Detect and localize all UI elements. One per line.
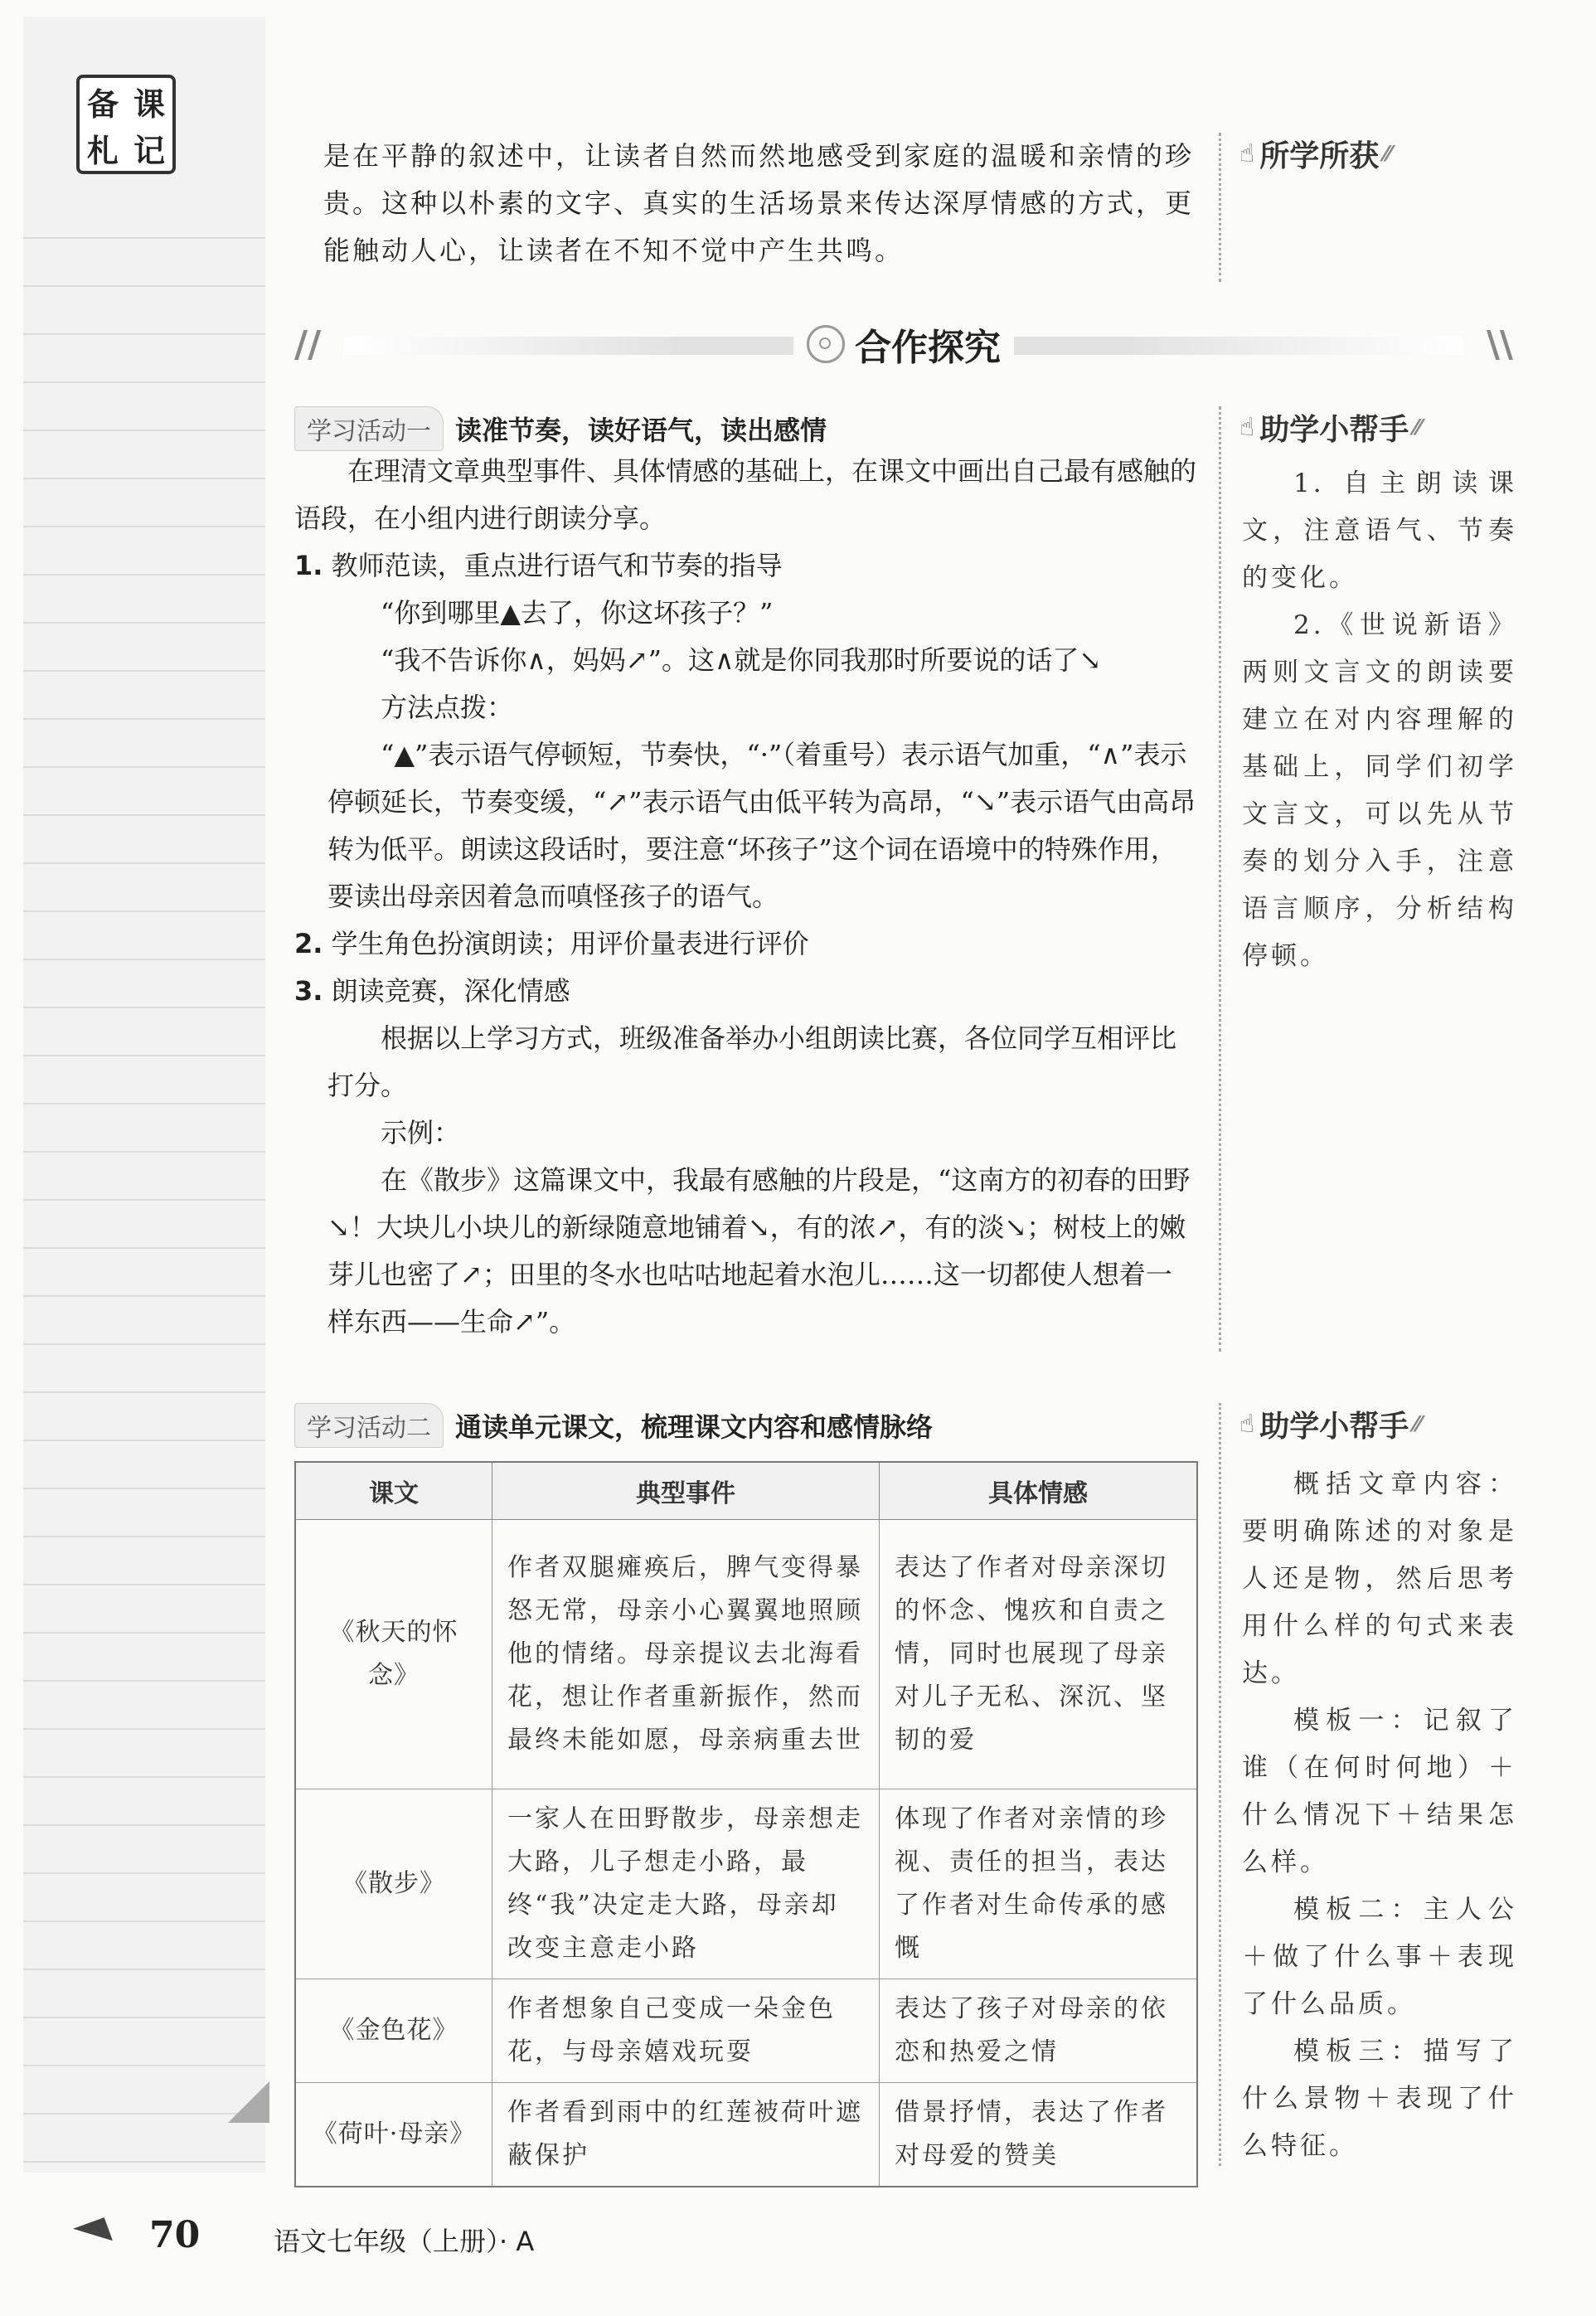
activity-title: 通读单元课文，梳理课文内容和感情脉络 xyxy=(455,1411,934,1443)
book-title: 语文七年级（上册）· A xyxy=(274,2226,535,2257)
intro-line: 贵。这种以朴素的文字、真实的生活场景来传达深厚情感的方式，更 xyxy=(323,187,1195,219)
thumb-icon: ☝ xyxy=(1239,139,1255,168)
intro-paragraph xyxy=(323,133,1202,274)
activity-label: 学习活动一 xyxy=(294,406,444,451)
activity1-body xyxy=(294,448,1198,1346)
side-title-helper-2 xyxy=(1239,1403,1421,1445)
table-header: 具体情感 xyxy=(880,1462,1198,1520)
quote-line: “你到哪里▲去了，你这坏孩子？” xyxy=(381,597,774,629)
side-helper-text-2 xyxy=(1242,1461,1517,2170)
table-row xyxy=(295,1520,1197,1789)
activity-title: 读准节奏，读好语气，读出感情 xyxy=(455,415,827,446)
example-label: 示例： xyxy=(381,1117,461,1148)
thumb-icon: ☝ xyxy=(1239,1410,1255,1439)
intro-line: 能触动人心，让读者在不知不觉中产生共鸣。 xyxy=(323,235,905,266)
slash-decor-icon: \\ xyxy=(1486,323,1513,366)
intro-line: 是在平静的叙述中，让读者自然而然地感受到家庭的温暖和亲情的珍 xyxy=(323,140,1195,172)
step3-text: 根据以上学习方式，班级准备举办小组朗读比赛，各位同学互相评比打分。 xyxy=(327,1022,1177,1101)
slash-decor-icon: // xyxy=(294,323,322,366)
notes-margin xyxy=(23,17,265,2173)
side-title-helper xyxy=(1239,406,1421,449)
table-header-row xyxy=(295,1462,1197,1520)
helper-item: 1. 自主朗读课文，注意语气、节奏的变化。 xyxy=(1242,469,1517,593)
helper-item: 模板三：描写了什么景物＋表现了什么特征。 xyxy=(1242,2037,1517,2161)
page-footer xyxy=(0,2206,1596,2280)
table-cell-title: 《散步》 xyxy=(295,1789,492,1979)
table-cell-emotion: 借景抒情，表达了作者对母爱的赞美 xyxy=(880,2083,1198,2187)
side-title-text: 助学小帮手 xyxy=(1259,413,1409,447)
helper-item: 概括文章内容：要明确陈述的对象是人还是物，然后思考用什么样的句式来表达。 xyxy=(1242,1469,1517,1688)
table-cell-event: 作者想象自己变成一朵金色花，与母亲嬉戏玩耍 xyxy=(492,1979,880,2083)
spark-icon: ⁄⁄ xyxy=(1384,141,1391,167)
table-cell-emotion: 表达了作者对母亲深切的怀念、愧疚和自责之情，同时也展现了母亲对儿子无私、深沉、坚韧的爱 xyxy=(880,1520,1198,1789)
quote-line: “我不告诉你∧，妈妈↗”。这∧就是你同我那时所要说的话了↘ xyxy=(381,644,1102,676)
step-number: 2. xyxy=(294,928,323,959)
table-cell-event: 作者双腿瘫痪后，脾气变得暴怒无常，母亲小心翼翼地照顾他的情绪。母亲提议去北海看花，想让作者重新振作，然而最终未能如愿，母亲病重去世 xyxy=(492,1520,880,1789)
corner-triangle-decor xyxy=(228,2081,269,2123)
side-helper-text xyxy=(1242,460,1517,980)
example-text: 在《散步》这篇课文中，我最有感触的片段是，“这南方的初春的田野↘！大块儿小块儿的新绿随意地铺着↘，有的浓↗，有的淡↘；树枝上的嫩芽儿也密了↗；田里的冬水也咕咕地起着水泡儿……这一切都使人想着一样东西——生命↗”。 xyxy=(327,1164,1191,1338)
table-cell-title: 《秋天的怀念》 xyxy=(295,1520,492,1789)
table-cell-title: 《金色花》 xyxy=(295,1979,492,2083)
side-title-gains xyxy=(1239,133,1391,175)
table-cell-event: 作者看到雨中的红莲被荷叶遮蔽保护 xyxy=(492,2083,880,2187)
table-cell-emotion: 体现了作者对亲情的珍视、责任的担当，表达了作者对生命传承的感慨 xyxy=(880,1789,1198,1979)
helper-item: 模板一：记叙了谁（在何时何地）＋什么情况下＋结果怎么样。 xyxy=(1242,1706,1517,1877)
thumb-icon: ☝ xyxy=(1239,413,1255,442)
section-header xyxy=(294,315,1513,373)
stamp-char: 备 xyxy=(86,85,119,123)
step-text: 朗读竞赛，深化情感 xyxy=(331,975,570,1007)
helper-item: 模板二：主人公＋做了什么事＋表现了什么品质。 xyxy=(1242,1895,1517,2019)
method-label: 方法点拨： xyxy=(381,692,514,723)
table-row xyxy=(295,1789,1197,1979)
spark-icon: ⁄⁄ xyxy=(1414,415,1421,440)
table-header: 典型事件 xyxy=(492,1462,880,1520)
section-title-text: 合作探究 xyxy=(855,327,1001,369)
table-cell-title: 《荷叶·母亲》 xyxy=(295,2083,492,2187)
helper-item: 2.《世说新语》两则文言文的朗读要建立在对内容理解的基础上，同学们初学文言文，可以先从节奏的划分入手，注意语言顺序，分析结构停顿。 xyxy=(1242,610,1517,971)
method-text: “▲”表示语气停顿短，节奏快，“·”（着重号）表示语气加重，“∧”表示停顿延长，节奏变缓，“↗”表示语气由低平转为高昂，“↘”表示语气由高昂转为低平。朗读这段话时，要注意“坏孩子”这个词在语境中的特殊作用，要读出母亲因着急而嗔怪孩子的语气。 xyxy=(327,739,1196,912)
section-title xyxy=(793,318,1014,371)
page-number: 70 xyxy=(149,2214,201,2256)
side-divider xyxy=(1219,1403,1221,2166)
stamp-char: 记 xyxy=(133,132,165,169)
step-text: 教师范读，重点进行语气和节奏的指导 xyxy=(331,550,783,581)
spark-icon: ⁄⁄ xyxy=(1414,1411,1421,1437)
step-number: 1. xyxy=(294,550,323,581)
table-row xyxy=(295,2083,1197,2187)
stamp-char: 课 xyxy=(133,85,165,123)
summary-table xyxy=(294,1461,1198,2187)
table-cell-event: 一家人在田野散步，母亲想走大路，儿子想走小路，最终“我”决定走大路，母亲却改变主意走小路 xyxy=(492,1789,880,1979)
table-row xyxy=(295,1979,1197,2083)
side-divider xyxy=(1219,133,1221,282)
step-number: 3. xyxy=(294,975,323,1007)
activity1-heading xyxy=(294,406,827,451)
stamp-char: 札 xyxy=(86,132,119,169)
side-title-text: 所学所获 xyxy=(1259,139,1380,173)
side-divider xyxy=(1219,406,1221,1352)
arrow-icon xyxy=(73,2217,113,2252)
activity2-heading xyxy=(294,1403,933,1448)
magnifier-icon xyxy=(807,325,845,363)
side-title-text: 助学小帮手 xyxy=(1259,1410,1409,1444)
table-cell-emotion: 表达了孩子对母亲的依恋和热爱之情 xyxy=(880,1979,1198,2083)
activity1-intro: 在理清文章典型事件、具体情感的基础上，在课文中画出自己最有感触的语段，在小组内进行朗读分享。 xyxy=(294,455,1197,534)
notes-stamp-logo xyxy=(76,75,176,174)
activity-label: 学习活动二 xyxy=(294,1403,444,1448)
step-text: 学生角色扮演朗读；用评价量表进行评价 xyxy=(331,928,809,959)
table-header: 课文 xyxy=(295,1462,492,1520)
